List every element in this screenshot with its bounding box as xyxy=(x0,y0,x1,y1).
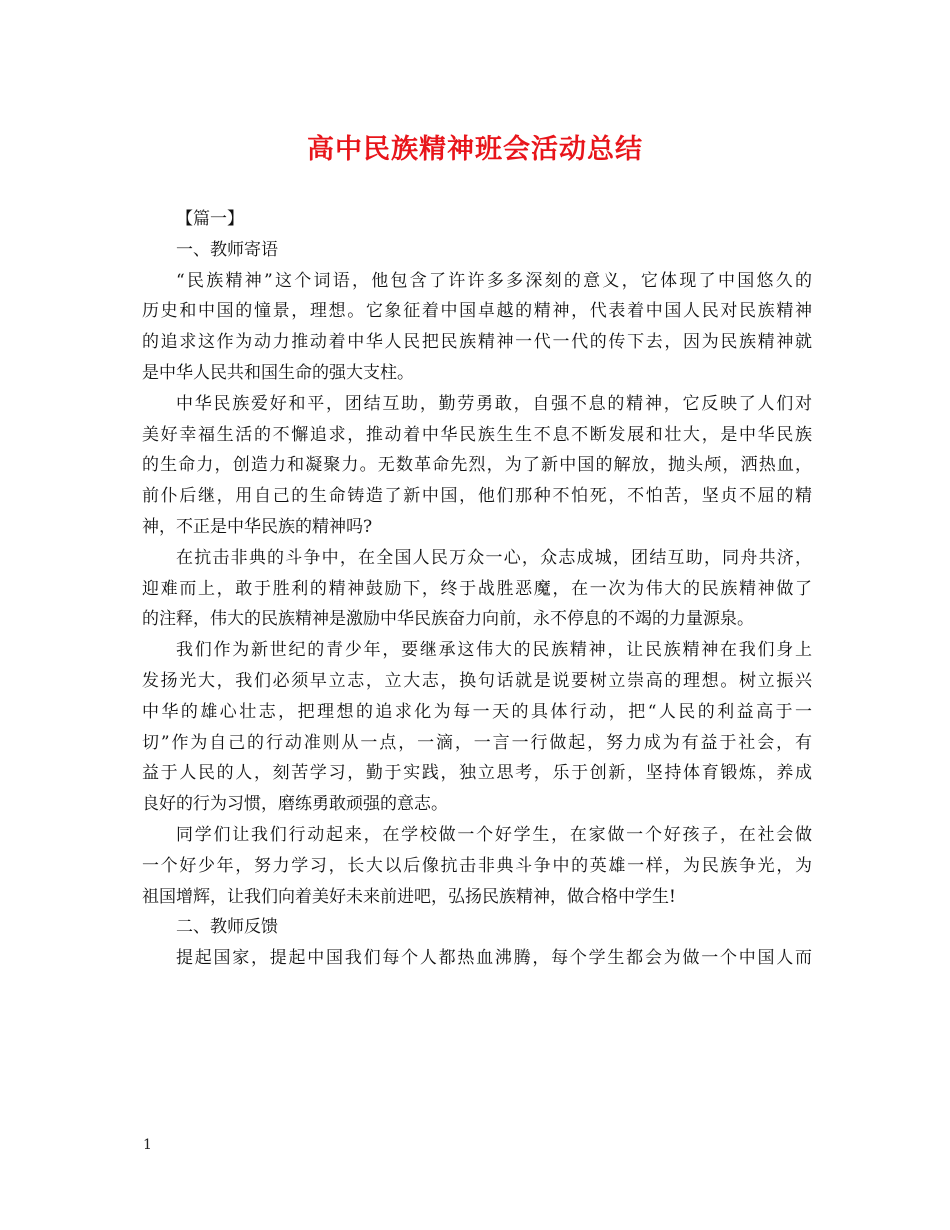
document-body xyxy=(142,204,812,974)
paragraph-line: 良好的行为习惯，磨练勇敢顽强的意志。 xyxy=(142,794,448,815)
paragraph-line: 切”作为自己的行动准则从一点，一滴，一言一行做起，努力成为有益于社会，有 xyxy=(142,732,812,753)
paragraph-line: 中华民族爱好和平，团结互助，勤劳勇敢，自强不息的精神，它反映了人们对 xyxy=(176,393,812,414)
paragraph-line: 的生命力，创造力和凝聚力。无数革命先烈，为了新中国的解放，抛头颅，洒热血， xyxy=(142,455,812,476)
paragraph-line: “民族精神”这个词语，他包含了许许多多深刻的意义，它体现了中国悠久的 xyxy=(176,270,812,291)
paragraph-line: 历史和中国的憧景，理想。它象征着中国卓越的精神，代表着中国人民对民族精神 xyxy=(142,301,812,322)
paragraph-line: 的追求这作为动力推动着中华人民把民族精神一代一代的传下去，因为民族精神就 xyxy=(142,332,812,353)
section-heading: 【篇一】 xyxy=(176,209,244,229)
page-number: 1 xyxy=(143,1137,152,1153)
paragraph-line: 是中华人民共和国生命的强大支柱。 xyxy=(142,362,414,383)
paragraph-line: 提起国家，提起中国我们每个人都热血沸腾，每个学生都会为做一个中国人而 xyxy=(176,948,812,969)
paragraph-line: 在抗击非典的斗争中，在全国人民万众一心，众志成城，团结互助，同舟共济， xyxy=(176,547,812,568)
paragraph-line: 我们作为新世纪的青少年，要继承这伟大的民族精神，让民族精神在我们身上 xyxy=(176,640,812,661)
subsection-heading: 一、教师寄语 xyxy=(176,239,278,260)
paragraph-line: 前仆后继，用自己的生命铸造了新中国，他们那种不怕死，不怕苦，坚贞不屈的精 xyxy=(142,486,812,507)
paragraph-line: 的注释，伟大的民族精神是激励中华民族奋力向前，永不停息的不竭的力量源泉。 xyxy=(142,609,754,630)
paragraph-line: 美好幸福生活的不懈追求，推动着中华民族生生不息不断发展和壮大，是中华民族 xyxy=(142,424,812,445)
subsection-heading: 二、教师反馈 xyxy=(176,917,278,938)
paragraph-line: 发扬光大，我们必须早立志，立大志，换句话就是说要树立崇高的理想。树立振兴 xyxy=(142,670,812,691)
paragraph-line: 祖国增辉，让我们向着美好未来前进吧，弘扬民族精神，做合格中学生! xyxy=(142,886,676,907)
paragraph-line: 中华的雄心壮志，把理想的追求化为每一天的具体行动，把“人民的利益高于一 xyxy=(142,701,812,722)
document-title: 高中民族精神班会活动总结 xyxy=(307,134,643,165)
paragraph-line: 同学们让我们行动起来，在学校做一个好学生，在家做一个好孩子，在社会做 xyxy=(176,824,812,845)
paragraph-line: 一个好少年，努力学习，长大以后像抗击非典斗争中的英雄一样，为民族争光，为 xyxy=(142,855,812,876)
paragraph-line: 迎难而上，敢于胜利的精神鼓励下，终于战胜恶魔，在一次为伟大的民族精神做了 xyxy=(142,578,812,599)
paragraph-line: 神，不正是中华民族的精神吗? xyxy=(142,516,373,537)
paragraph-line: 益于人民的人，刻苦学习，勤于实践，独立思考，乐于创新，坚持体育锻炼，养成 xyxy=(142,763,812,784)
